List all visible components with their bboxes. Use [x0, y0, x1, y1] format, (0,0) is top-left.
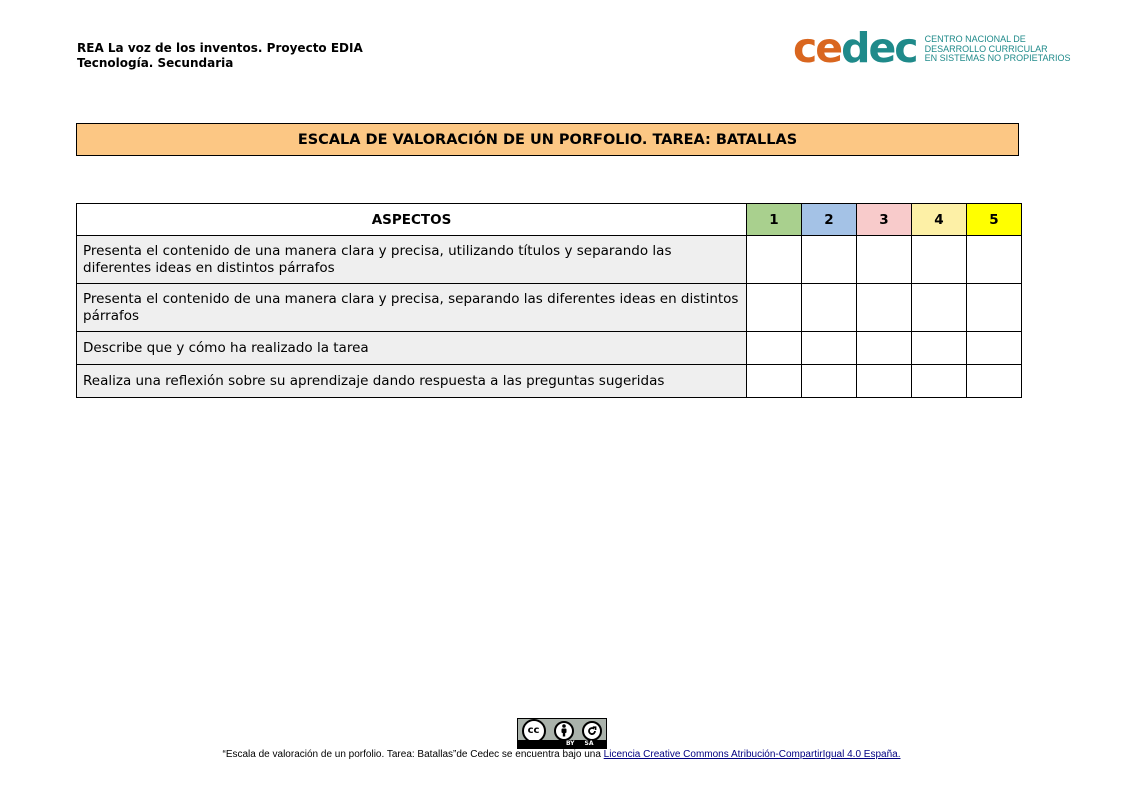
- aspects-header: ASPECTOS: [77, 204, 747, 236]
- aspect-cell: Presenta el contenido de una manera clara y precisa, separando las diferentes ideas en distintos párrafos: [77, 284, 747, 332]
- cedec-logo: [793, 24, 1071, 72]
- score-cell[interactable]: [967, 236, 1022, 284]
- table-row: [77, 365, 1022, 398]
- badge-strip: BY SA: [518, 740, 606, 748]
- cc-license-badge[interactable]: [517, 718, 607, 749]
- license-link[interactable]: Licencia Creative Commons Atribución-CompartirIgual 4.0 España.: [603, 749, 901, 760]
- table-row: [77, 284, 1022, 332]
- score-header-5: 5: [967, 204, 1022, 236]
- score-cell[interactable]: [747, 236, 802, 284]
- share-alike-icon: [582, 721, 602, 741]
- table-row: [77, 332, 1022, 365]
- license-text: [0, 749, 1123, 760]
- score-cell[interactable]: [912, 365, 967, 398]
- score-header-1: 1: [747, 204, 802, 236]
- score-cell[interactable]: [747, 284, 802, 332]
- score-cell[interactable]: [747, 365, 802, 398]
- score-cell[interactable]: [747, 332, 802, 365]
- attribution-icon: [554, 721, 574, 741]
- rubric-table: [76, 203, 1022, 398]
- logo-subtitle: CENTRO NACIONAL DE DESARROLLO CURRICULAR EN SISTEMAS NO PROPIETARIOS: [924, 34, 1071, 63]
- score-cell[interactable]: [802, 365, 857, 398]
- aspect-cell: Presenta el contenido de una manera clara y precisa, utilizando títulos y separando las diferentes ideas en distintos párrafos: [77, 236, 747, 284]
- score-cell[interactable]: [967, 365, 1022, 398]
- score-cell[interactable]: [857, 236, 912, 284]
- score-cell[interactable]: [802, 332, 857, 365]
- header-project: REA La voz de los inventos. Proyecto EDIA: [77, 41, 363, 55]
- score-cell[interactable]: [912, 284, 967, 332]
- score-cell[interactable]: [912, 332, 967, 365]
- score-cell[interactable]: [857, 365, 912, 398]
- score-header-4: 4: [912, 204, 967, 236]
- score-header-3: 3: [857, 204, 912, 236]
- document-header: [77, 41, 363, 71]
- score-header-2: 2: [802, 204, 857, 236]
- score-cell[interactable]: [967, 284, 1022, 332]
- aspect-cell: Describe que y cómo ha realizado la tarea: [77, 332, 747, 365]
- header-subject: Tecnología. Secundaria: [77, 56, 234, 70]
- license-statement: “Escala de valoración de un porfolio. Tarea: Batallas”de Cedec se encuentra bajo una: [222, 749, 604, 760]
- score-cell[interactable]: [802, 284, 857, 332]
- page-title: ESCALA DE VALORACIÓN DE UN PORFOLIO. TAREA: BATALLAS: [76, 123, 1019, 156]
- score-cell[interactable]: [967, 332, 1022, 365]
- license-footer: [0, 718, 1123, 760]
- score-cell[interactable]: [857, 332, 912, 365]
- table-header-row: [77, 204, 1022, 236]
- table-row: [77, 236, 1022, 284]
- score-cell[interactable]: [912, 236, 967, 284]
- score-cell[interactable]: [857, 284, 912, 332]
- aspect-cell: Realiza una reflexión sobre su aprendizaje dando respuesta a las preguntas sugeridas: [77, 365, 747, 398]
- cc-icon: cc: [522, 719, 546, 743]
- score-cell[interactable]: [802, 236, 857, 284]
- logo-wordmark: cedec: [793, 24, 917, 72]
